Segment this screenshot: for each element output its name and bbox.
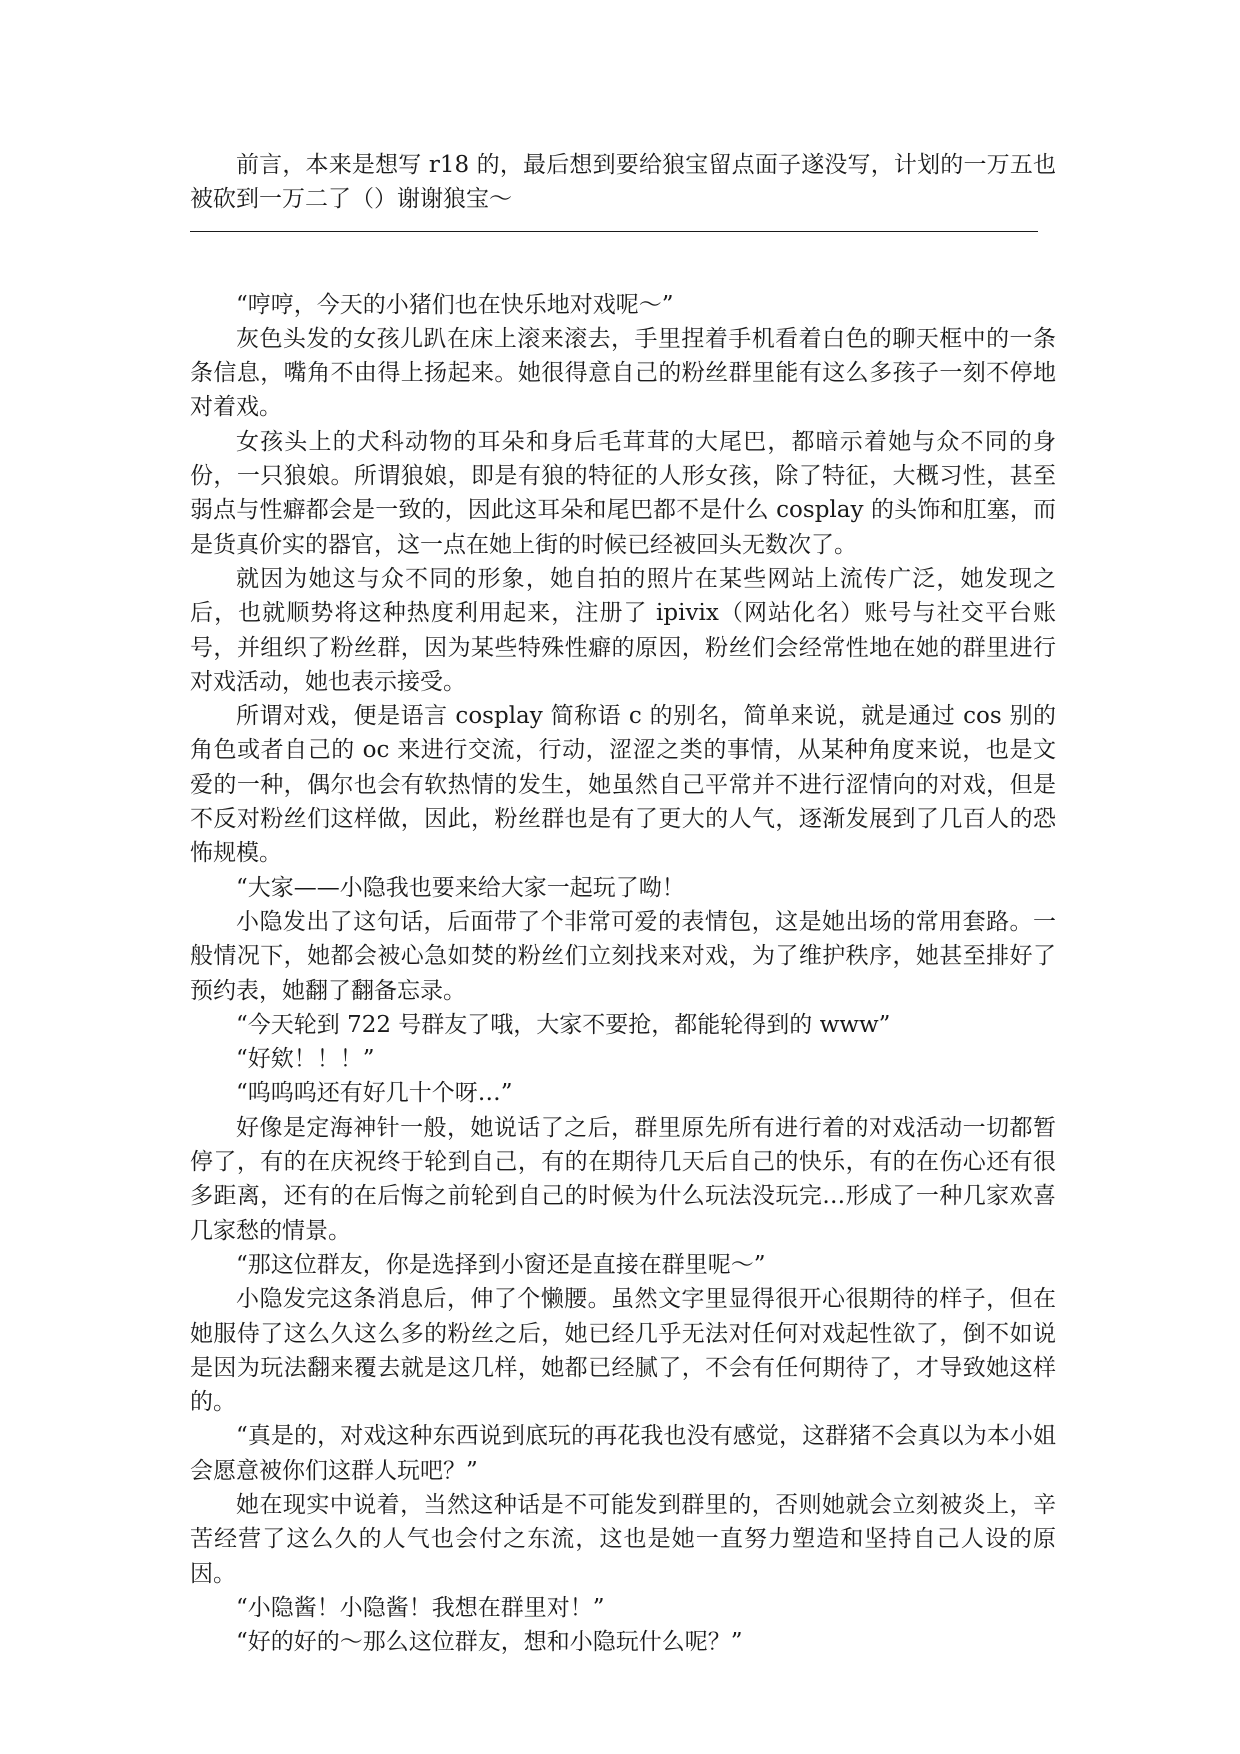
blank-line bbox=[190, 253, 1056, 288]
paragraph: “那这位群友，你是选择到小窗还是直接在群里呢～” bbox=[236, 1251, 766, 1278]
paragraph: 所谓对戏，便是语言 cosplay 简称语 c 的别名，简单来说，就是通过 cos 别的角色或者自己的 oc 来进行交流，行动，涩涩之类的事情，从某种角度来说，也是文爱的一种，偶尔也会有软热情的发生，她虽然自己平常并不进行涩情向的对戏，但是不反对粉丝们这样做，因此，粉丝群也是有了更大的人气，逐渐发展到了几百人的恐怖规模。 bbox=[190, 703, 1056, 867]
paragraph: 好像是定海神针一般，她说话了之后，群里原先所有进行着的对戏活动一切都暂停了，有的在庆祝终于轮到自己，有的在期待几天后自己的快乐，有的在伤心还有很多距离，还有的在后悔之前轮到自己的时候为什么玩法没玩完…形成了一种几家欢喜几家愁的情景。 bbox=[190, 1114, 1056, 1244]
preface-paragraph: 前言，本来是想写 r18 的，最后想到要给狼宝留点面子遂没写，计划的一万五也被砍到一万二了（）谢谢狼宝～ bbox=[190, 152, 1056, 213]
paragraph: 小隐发出了这句话，后面带了个非常可爱的表情包，这是她出场的常用套路。一般情况下，她都会被心急如焚的粉丝们立刻找来对戏，为了维护秩序，她甚至排好了预约表，她翻了翻备忘录。 bbox=[190, 908, 1056, 1004]
paragraph: “好欸！！！” bbox=[236, 1046, 375, 1073]
paragraph: “好的好的～那么这位群友，想和小隐玩什么呢？” bbox=[236, 1629, 743, 1656]
paragraph: “今天轮到 722 号群友了哦，大家不要抢，都能轮得到的 www” bbox=[236, 1011, 891, 1038]
story-body bbox=[190, 288, 1056, 1660]
paragraph: “呜呜呜还有好几十个呀…” bbox=[236, 1080, 513, 1107]
paragraph: “哼哼，今天的小猪们也在快乐地对戏呢～” bbox=[236, 291, 674, 318]
document-page bbox=[190, 148, 1056, 1659]
paragraph: 小隐发完这条消息后，伸了个懒腰。虽然文字里显得很开心很期待的样子，但在她服侍了这么久这么多的粉丝之后，她已经几乎无法对任何对戏起性欲了，倒不如说是因为玩法翻来覆去就是这几样，她都已经腻了，不会有任何期待了，才导致她这样的。 bbox=[190, 1286, 1056, 1416]
paragraph: 灰色头发的女孩儿趴在床上滚来滚去，手里捏着手机看着白色的聊天框中的一条条信息，嘴角不由得上扬起来。她很得意自己的粉丝群里能有这么多孩子一刻不停地对着戏。 bbox=[190, 325, 1056, 421]
divider-line bbox=[190, 219, 1056, 253]
paragraph: “小隐酱！小隐酱！我想在群里对！” bbox=[236, 1594, 605, 1621]
paragraph: 她在现实中说着，当然这种话是不可能发到群里的，否则她就会立刻被炎上，辛苦经营了这么久的人气也会付之东流，这也是她一直努力塑造和坚持自己人设的原因。 bbox=[190, 1491, 1056, 1587]
paragraph: 就因为她这与众不同的形象，她自拍的照片在某些网站上流传广泛，她发现之后，也就顺势将这种热度利用起来，注册了 ipivix（网站化名）账号与社交平台账号，并组织了粉丝群，因为某些特殊性癖的原因，粉丝们会经常性地在她的群里进行对戏活动，她也表示接受。 bbox=[190, 565, 1056, 695]
paragraph: “大家——小隐我也要来给大家一起玩了呦！ bbox=[236, 874, 685, 901]
paragraph: 女孩头上的犬科动物的耳朵和身后毛茸茸的大尾巴，都暗示着她与众不同的身份，一只狼娘。所谓狼娘，即是有狼的特征的人形女孩，除了特征，大概习性，甚至弱点与性癖都会是一致的，因此这耳朵和尾巴都不是什么 cosplay 的头饰和肛塞，而是货真价实的器官，这一点在她上街的时候已经被回头无数次了。 bbox=[190, 428, 1056, 558]
paragraph: “真是的，对戏这种东西说到底玩的再花我也没有感觉，这群猪不会真以为本小姐会愿意被你们这群人玩吧？” bbox=[190, 1423, 1056, 1484]
